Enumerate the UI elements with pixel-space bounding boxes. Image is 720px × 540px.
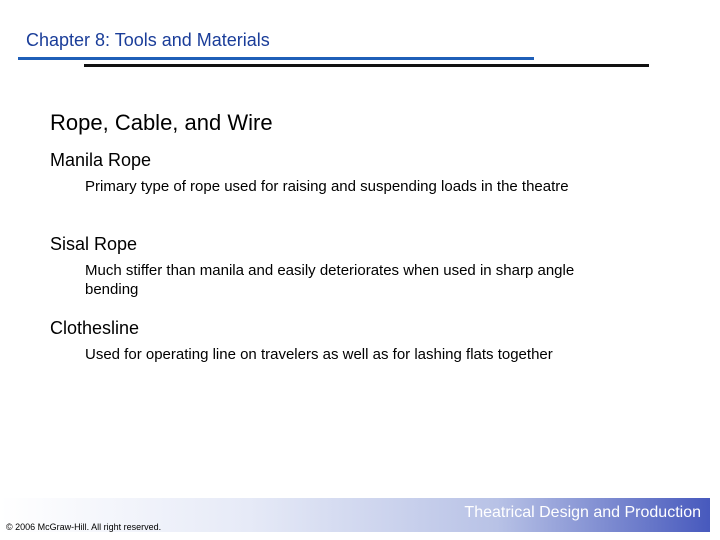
section-description: Primary type of rope used for raising and suspending loads in the theatre: [85, 178, 569, 195]
rope-section-clothesline: [50, 317, 650, 364]
header-rule-blue: [18, 57, 534, 60]
rope-section-sisal: [50, 233, 650, 299]
footer-book-title: Theatrical Design and Production: [464, 504, 701, 521]
section-description: Much stiffer than manila and easily deteriorates when used in sharp angle bending: [85, 262, 575, 298]
section-title: Clothesline: [50, 318, 140, 338]
chapter-title: Chapter 8: Tools and Materials: [26, 30, 270, 50]
copyright-notice: © 2006 McGraw-Hill. All right reserved.: [6, 522, 162, 532]
slide-heading: Rope, Cable, and Wire: [50, 110, 273, 135]
section-description: Used for operating line on travelers as well as for lashing flats together: [85, 346, 553, 363]
section-title: Manila Rope: [50, 150, 152, 170]
header-rule-black: [84, 64, 649, 67]
rope-section-manila: [50, 149, 650, 196]
section-title: Sisal Rope: [50, 234, 138, 254]
